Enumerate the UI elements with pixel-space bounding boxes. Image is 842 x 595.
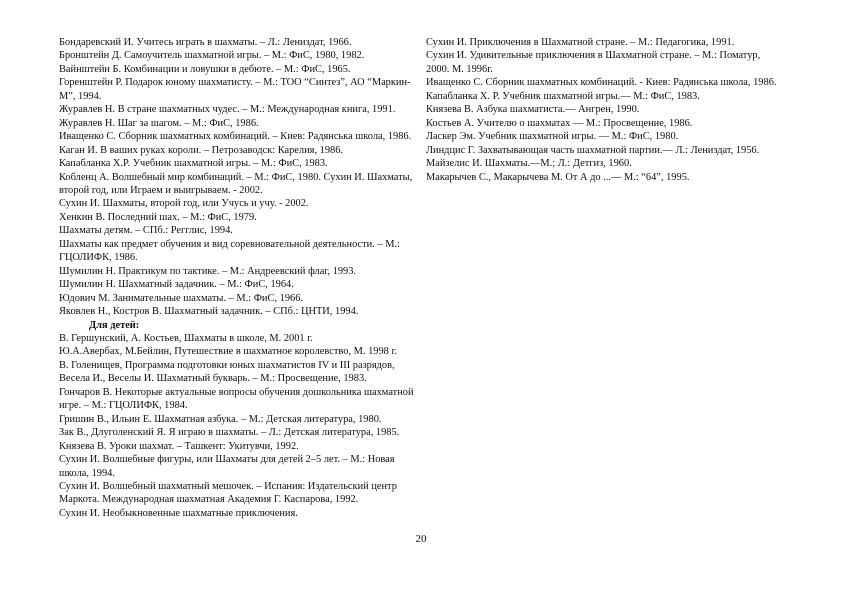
bibliography-entry: Бронштейн Д. Самоучитель шахматной игры. – М.: ФиС, 1980, 1982.: [59, 50, 365, 62]
bibliography-entry: Кобленц А. Волшебный мир комбинаций. – М.: ФиС, 1980. Сухин И. Шахматы, второй год, или Играем и выигрываем. - 2002.: [59, 171, 413, 196]
bibliography-entry: Сухин И. Удивительные приключения в Шахматной стране. – М.: Поматур, 2000. М. 1996г.: [426, 50, 761, 75]
bibliography-entry: В. Голенищев, Программа подготовки юных шахматистов IV и III разрядов,: [59, 359, 395, 371]
bibliography-entry: Шумилин Н. Практикум по тактике. – М.: Андреевский флаг, 1993.: [59, 265, 357, 277]
bibliography-entry: В. Гершунский, А. Костьев, Шахматы в школе, М. 2001 г.: [59, 332, 313, 344]
left-column: [59, 36, 421, 520]
bibliography-entry: Весела И., Веселы И. Шахматный букварь. – М.: Просвещение, 1983.: [59, 373, 367, 385]
bibliography-entry: Хенкин В. Последний шах. – М.: ФиС, 1979.: [59, 211, 257, 223]
bibliography-entry: Иващенко С. Сборник шахматных комбинаций. – Киев: Радянська школа, 1986.: [59, 131, 412, 143]
bibliography-entry: Сухин И. Волшебные фигуры, или Шахматы для детей 2–5 лет. – М.: Новая школа, 1994.: [59, 454, 395, 479]
bibliography-entry: Яковлев Н., Костров В. Шахматный задачник. – СПб.: ЦНТИ, 1994.: [59, 306, 359, 318]
bibliography-entry: Шумилин Н. Шахматный задачник. – М.: ФиС, 1964.: [59, 279, 294, 291]
bibliography-entry: Журавлев Н. Шаг за шагом. – М.: ФиС, 1986.: [59, 117, 259, 129]
bibliography-list-children: [59, 332, 421, 520]
bibliography-entry: Капабланка Х. Р. Учебник шахматной игры.— М.: ФиС, 1983.: [426, 90, 700, 102]
section-subheading: Для детей:: [89, 319, 140, 331]
bibliography-entry: Горенштейн Р. Подарок юному шахматисту. – М.: ТОО “Синтез”, АО “Маркин-М”, 1994.: [59, 77, 411, 102]
bibliography-entry: Сухин И. Волшебный шахматный мешочек. – Испания: Издательский центр Маркота. Международная шахматная Академия Г. Каспарова, 1992.: [59, 480, 397, 506]
bibliography-list-general: [59, 36, 421, 319]
bibliography-entry: Вайнштейн Б. Комбинации и ловушки в дебюте. – М.: ФиС, 1965.: [59, 63, 351, 75]
bibliography-entry: Майзелис И. Шахматы.—М.; Л.: Детгиз, 1960.: [426, 158, 632, 170]
bibliography-entry: Сухин И. Приключения в Шахматной стране. – М.: Педагогика, 1991.: [426, 37, 735, 48]
bibliography-entry: Журавлев Н. В стране шахматных чудес. – М.: Международная книга, 1991.: [59, 104, 396, 116]
bibliography-entry: Князева В. Уроки шахмат. – Ташкент: Укитувчи, 1992.: [59, 440, 299, 452]
bibliography-entry: Гончаров В. Некоторые актуальные вопросы обучения дошкольника шахматной игре. – М.: ГЦОЛИФК, 1984.: [59, 386, 414, 412]
bibliography-entry: Сухин И. Шахматы, второй год, или Учусь и учу. - 2002.: [59, 198, 309, 210]
bibliography-entry: Гришин В., Ильин Е. Шахматная азбука. – М.: Детская литература, 1980.: [59, 413, 382, 425]
bibliography-entry: Капабланка Х.Р. Учебник шахматной игры. – М.: ФиС, 1983.: [59, 158, 328, 170]
bibliography-entry: Каган И. В ваших руках короли. – Петрозаводск: Карелия, 1986.: [59, 144, 344, 156]
right-column: [426, 36, 782, 184]
page-number: 20: [415, 533, 427, 545]
bibliography-entry: Сухин И. Необыкновенные шахматные приключения.: [59, 507, 298, 519]
bibliography-entry: Шахматы как предмет обучения и вид соревновательной деятельности. – М.: ГЦОЛИФК, 1986.: [59, 238, 400, 264]
bibliography-entry: Макарычев С., Макарычева М. От А до ...— М.: “64”, 1995.: [426, 171, 690, 183]
bibliography-entry: Зак В., Длуголенский Я. Я играю в шахматы. – Л.: Детская литература, 1985.: [59, 427, 400, 439]
bibliography-entry: Ю.А.Авербах, М.Бейлин, Путешествие в шахматное королевство, М. 1998 г.: [59, 346, 398, 358]
bibliography-entry: Ласкер Эм. Учебник шахматной игры. — М.: ФиС, 1980.: [426, 131, 679, 143]
bibliography-entry: Князева В. Азбука шахматиста.— Ангрен, 1990.: [426, 104, 640, 116]
bibliography-entry: Костьев А. Учителю о шахматах — М.: Просвещение, 1986.: [426, 117, 693, 129]
bibliography-entry: Линдцис Г. Захватывающая часть шахматной партии.— Л.: Лениздат, 1956.: [426, 144, 760, 156]
bibliography-entry: Шахматы детям. – СПб.: Регглис, 1994.: [59, 225, 233, 237]
bibliography-entry: Юдович М. Занимательные шахматы. – М.: ФиС, 1966.: [59, 292, 304, 304]
bibliography-entry: Иващенко С. Сборник шахматных комбинаций. - Киев: Радянська школа, 1986.: [426, 77, 777, 89]
bibliography-list-continued: [426, 36, 782, 184]
bibliography-entry: Бондаревский И. Учитесь играть в шахматы. – Л.: Лениздат, 1966.: [59, 37, 352, 48]
